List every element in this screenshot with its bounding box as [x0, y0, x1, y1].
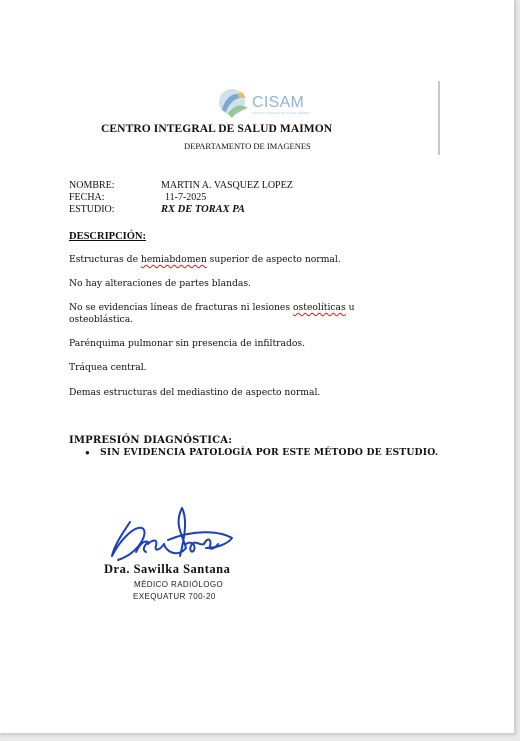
- study-row: [69, 204, 245, 215]
- doctor-name: Dra. Sawilka Santana: [104, 562, 231, 576]
- date-row: [69, 192, 207, 203]
- p3-text-before: No se evidencias líneas de fracturas ni lesiones: [69, 302, 293, 313]
- spellcheck-flag-word: osteolíticas: [293, 302, 346, 313]
- finding-paragraph-4: Parénquima pulmonar sin presencia de infiltrados.: [69, 338, 306, 349]
- logo-subtext: CENTRO INTEGRAL DE SALUD MAIMON: [252, 111, 310, 115]
- finding-paragraph-5: Tráquea central.: [69, 362, 147, 373]
- logo-text: CISAM: [252, 94, 305, 111]
- doctor-exequatur: EXEQUATUR 700-20: [133, 592, 216, 601]
- institution-title: CENTRO INTEGRAL DE SALUD MAIMON: [101, 123, 333, 135]
- p3-text-after: u osteoblástica.: [69, 302, 355, 325]
- cisam-logo-icon: [214, 86, 254, 125]
- date-label: FECHA:: [69, 192, 105, 203]
- description-title: DESCRIPCIÓN:: [69, 231, 147, 242]
- date-value: 11-7-2025: [165, 192, 207, 203]
- bullet-icon: ●: [85, 448, 90, 457]
- patient-name-row: [69, 180, 293, 191]
- name-label: NOMBRE:: [69, 180, 115, 191]
- handwritten-signature: [108, 504, 236, 569]
- impression-item: SIN EVIDENCIA PATOLOGÍA POR ESTE MÉTODO DE ESTUDIO.: [100, 447, 439, 458]
- spellcheck-flag-word: hemiabdomen: [140, 254, 207, 265]
- header-divider-line: [438, 81, 440, 155]
- finding-paragraph-6: Demas estructuras del mediastino de aspecto normal.: [69, 387, 321, 398]
- finding-paragraph-1: [69, 254, 399, 266]
- doctor-role: MÉDICO RADIÓLOGO: [134, 580, 224, 589]
- study-label: ESTUDIO:: [69, 204, 115, 215]
- finding-paragraph-2: No hay alteraciones de partes blandas.: [69, 278, 251, 289]
- impression-title: IMPRESIÓN DIAGNÓSTICA:: [69, 435, 233, 446]
- finding-paragraph-3: [69, 302, 389, 326]
- p1-text-before: Estructuras de: [69, 254, 141, 265]
- name-value: MARTIN A. VASQUEZ LOPEZ: [161, 180, 293, 191]
- department-subtitle: DEPARTAMENTO DE IMAGENES: [184, 141, 311, 151]
- study-value: RX DE TORAX PA: [161, 204, 245, 215]
- p1-text-after: superior de aspecto normal.: [206, 254, 341, 265]
